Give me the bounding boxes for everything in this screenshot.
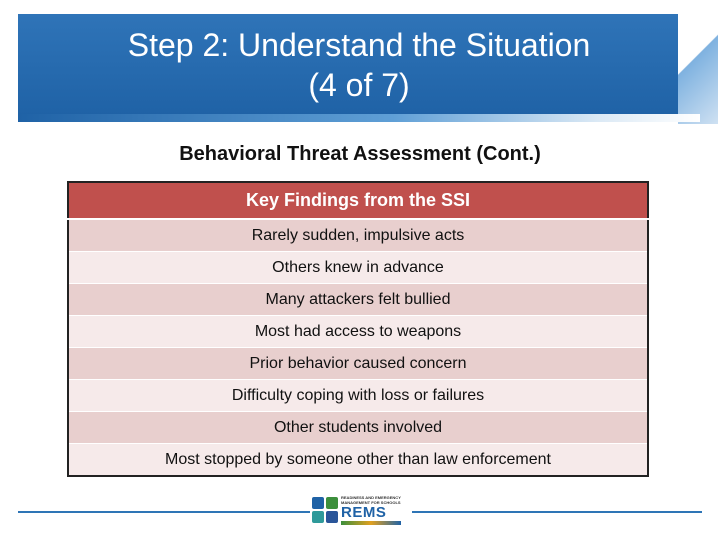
finding-cell: Many attackers felt bullied — [68, 284, 648, 316]
slide-title-line-2: (4 of 7) — [308, 67, 410, 103]
table-row — [68, 316, 648, 348]
slide-title-bar — [18, 14, 700, 116]
rems-logo-icon — [312, 497, 338, 523]
finding-cell: Other students involved — [68, 412, 648, 444]
table-row — [68, 348, 648, 380]
rems-logo — [312, 493, 408, 527]
table-row — [68, 380, 648, 412]
key-findings-table — [67, 181, 649, 477]
rems-logo-brand — [341, 495, 408, 525]
finding-cell: Others knew in advance — [68, 252, 648, 284]
finding-cell: Most stopped by someone other than law enforcement — [68, 444, 648, 477]
slide-title-line-1: Step 2: Understand the Situation — [127, 27, 591, 63]
table-row — [68, 252, 648, 284]
rems-logo-stripe — [341, 521, 401, 525]
finding-cell: Difficulty coping with loss or failures — [68, 380, 648, 412]
finding-cell: Prior behavior caused concern — [68, 348, 648, 380]
table-row — [68, 444, 648, 477]
table-row — [68, 284, 648, 316]
rems-logo-word: REMS — [341, 504, 387, 521]
finding-cell: Rarely sudden, impulsive acts — [68, 219, 648, 252]
slide-subtitle: Behavioral Threat Assessment (Cont.) — [179, 143, 541, 165]
footer-divider-right — [412, 511, 702, 513]
finding-cell: Most had access to weapons — [68, 316, 648, 348]
table-row — [68, 412, 648, 444]
table-row — [68, 219, 648, 252]
rems-logo-tagline: READINESS AND EMERGENCY MANAGEMENT FOR SCHOOLS — [341, 495, 401, 505]
footer-divider-left — [18, 511, 310, 513]
page-curl-decoration — [678, 14, 718, 124]
table-header: Key Findings from the SSI — [68, 182, 648, 219]
